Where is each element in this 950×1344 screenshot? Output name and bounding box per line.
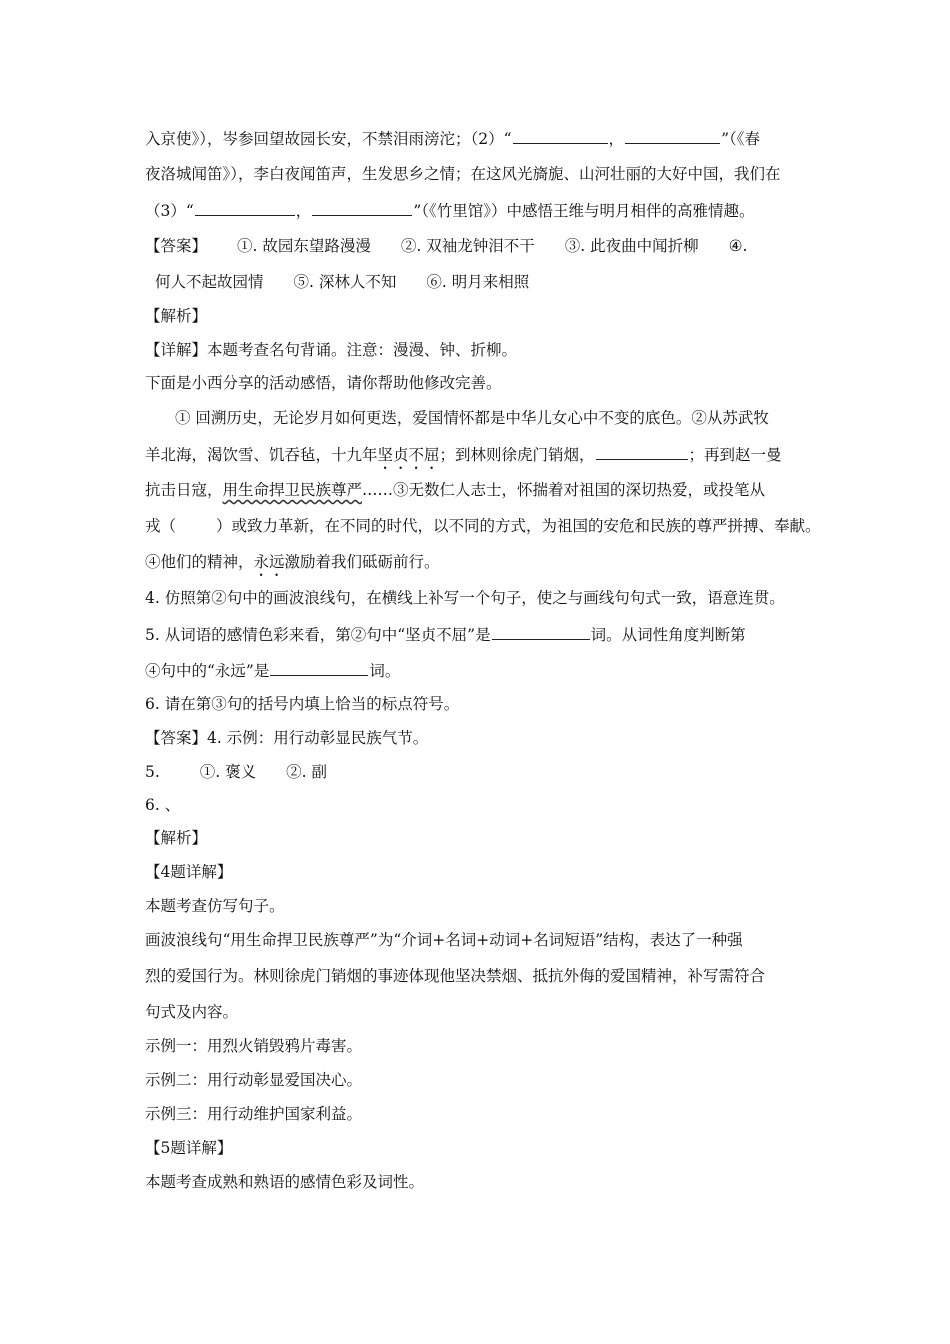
analysis-text-2: 画波浪线句“用生命捍卫民族尊严”为“介词+名词+动词+名词短语”结构，表达了一种强	[145, 931, 743, 949]
question-4: 4. 仿照第②句中的画波浪线句，在横线上补写一个句子，使之与画线句句式一致，语意连贯。	[145, 589, 785, 607]
passage-line-3: 抗击日寇，用生命捍卫民族尊严……③无数仁人志士，怀揣着对祖国的深切热爱，或投笔从	[145, 481, 766, 499]
answer-2-q6: 6. 、	[145, 796, 181, 814]
answer-blank	[492, 624, 590, 640]
analysis-text-1: 本题考查仿写句子。	[145, 897, 285, 915]
poem-line-3: （3）“ ， ”（《竹里馆》）中感悟王维与明月相伴的高雅情趣。	[145, 202, 755, 220]
dotted-term: 永远	[253, 553, 285, 571]
answer-blank	[625, 128, 720, 144]
answer-1-line-2: 何人不起故园情 ⑤. 深林人不知 ⑥. 明月来相照	[155, 273, 530, 291]
passage-line-2: 羊北海，渴饮雪、饥吞毡，十九年坚贞不屈；到林则徐虎门销烟， ；再到赵一曼	[145, 446, 782, 464]
passage-line-1: ① 回溯历史，无论岁月如何更迭，爱国情怀都是中华儿女心中不变的底色。②从苏武牧	[175, 409, 769, 427]
analysis-text-4: 句式及内容。	[145, 1003, 239, 1021]
answer-1-line-1: 【答案】 ①. 故园东望路漫漫 ②. 双袖龙钟泪不干 ③. 此夜曲中闻折柳 ④.	[145, 237, 748, 255]
answer-blank	[596, 444, 688, 460]
answer-blank	[513, 128, 608, 144]
dotted-term: 坚贞不屈	[377, 446, 440, 464]
answer-blank	[195, 200, 295, 216]
example-3: 示例三：用行动维护国家利益。	[145, 1105, 363, 1123]
example-2: 示例二：用行动彰显爱国决心。	[145, 1071, 363, 1089]
question-5-line-1: 5. 从词语的感情色彩来看，第②句中“坚贞不屈”是 词。从词性角度判断第	[145, 626, 746, 644]
analysis-text-3: 烈的爱国行为。林则徐虎门销烟的事迹体现他坚决禁烟、抵抗外侮的爱国精神，补写需符合	[145, 967, 766, 985]
detail-heading-5: 【5题详解】	[145, 1139, 233, 1157]
answer-blank	[270, 660, 368, 676]
detail-heading-4: 【4题详解】	[145, 863, 233, 881]
answer-2-q4: 【答案】4. 示例：用行动彰显民族气节。	[145, 729, 429, 747]
answer-blank	[312, 200, 412, 216]
analysis-heading: 【解析】	[145, 307, 208, 325]
answer-2-q5: 5. ①. 褒义 ②. 副	[145, 763, 328, 781]
wavy-underlined-sentence: 用生命捍卫民族尊严	[222, 481, 363, 499]
question-5-line-2: ④句中的“永远”是 词。	[145, 662, 401, 680]
question-6: 6. 请在第③句的括号内填上恰当的标点符号。	[145, 695, 460, 713]
analysis-heading-2: 【解析】	[145, 829, 208, 847]
example-1: 示例一：用烈火销毁鸦片毒害。	[145, 1037, 363, 1055]
detail-line: 【详解】本题考查名句背诵。注意：漫漫、钟、折柳。	[145, 341, 518, 359]
poem-line-1: 入京使》），岑参回望故园长安，不禁泪雨滂沱；（2）“ ， ”（《春	[145, 130, 760, 148]
analysis-text-5: 本题考查成熟和熟语的感情色彩及词性。	[145, 1173, 425, 1191]
passage-line-5: ④他们的精神，永远激励着我们砥砺前行。	[145, 553, 440, 571]
poem-line-2: 夜洛城闻笛》），李白夜闻笛声，生发思乡之情；在这风光旖旎、山河壮丽的大好中国，我们在	[145, 165, 781, 183]
intro-line: 下面是小西分享的活动感悟，请你帮助他修改完善。	[145, 374, 502, 392]
passage-line-4: 戎（ ）或致力革新，在不同的时代，以不同的方式，为祖国的安危和民族的尊严拼搏、奉献。	[145, 517, 821, 535]
